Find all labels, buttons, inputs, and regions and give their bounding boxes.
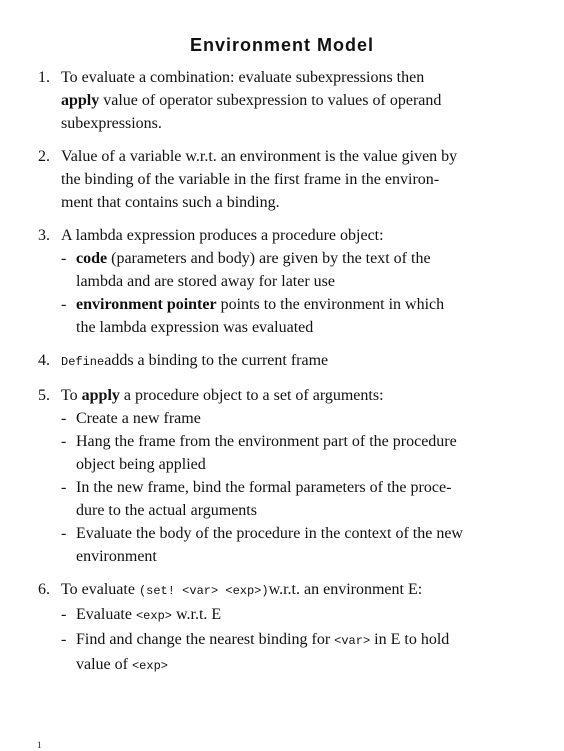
bullet-dash: - <box>61 410 67 427</box>
set-expression-code: (set! <var> <exp>) <box>138 584 269 598</box>
subitem-environment-pointer <box>61 293 538 339</box>
bullet-dash: - <box>61 525 67 542</box>
subitem-text-line: object being applied <box>76 456 206 473</box>
item-text-line: the binding of the variable in the first frame in the environ- <box>61 171 440 188</box>
item-2-text <box>61 145 538 214</box>
subitem-text-line: Evaluate <box>76 606 132 623</box>
code-term: code <box>76 250 108 267</box>
item-text-line: ment that contains such a binding. <box>61 194 280 211</box>
list-item-4 <box>38 349 538 374</box>
page-number: 1 <box>37 740 42 750</box>
subitem-hang-frame <box>61 430 538 476</box>
item-5-main <box>61 384 538 407</box>
subitem-change-binding <box>61 628 538 678</box>
item-number: 1. <box>38 69 50 86</box>
subitem-text-line: environment <box>76 548 157 565</box>
define-code: Define <box>61 355 105 369</box>
bullet-dash: - <box>61 296 67 313</box>
item-text-line: Value of a variable w.r.t. an environment is the value given by <box>61 148 458 165</box>
subitem-text-line: points to the environment in which <box>220 296 445 313</box>
subitem-text-line: dure to the actual arguments <box>76 502 257 519</box>
item-text-line: To <box>61 387 78 404</box>
list-item-1 <box>38 66 538 135</box>
subitem-text-line: (parameters and body) are given by the text of the <box>111 250 431 267</box>
numbered-list <box>38 66 538 688</box>
list-item-2 <box>38 145 538 214</box>
subitem-text-line: Hang the frame from the environment part of the procedure <box>76 433 457 450</box>
subitem-text-line: Evaluate the body of the procedure in the context of the new <box>76 525 463 542</box>
item-3-main: A lambda expression produces a procedure object: <box>61 227 384 244</box>
var-code: <var> <box>334 634 371 648</box>
item-text-line: subexpressions. <box>61 115 162 132</box>
subitem-text-line: value of <box>76 656 128 673</box>
item-number: 3. <box>38 227 50 244</box>
list-item-5 <box>38 384 538 568</box>
list-item-3 <box>38 224 538 339</box>
subitem-evaluate-body <box>61 522 538 568</box>
item-number: 6. <box>38 581 50 598</box>
subitem-text-line: lambda and are stored away for later use <box>76 273 335 290</box>
subitem-text-line: in E to hold <box>374 631 450 648</box>
subitem-text-line: Find and change the nearest binding for <box>76 631 331 648</box>
item-text-line: To evaluate <box>61 581 135 598</box>
list-item-6 <box>38 578 538 678</box>
item-text-line: To evaluate a combination: evaluate subexpressions then <box>61 69 425 86</box>
bullet-dash: - <box>61 479 67 496</box>
subitem-text-line: the lambda expression was evaluated <box>76 319 314 336</box>
subitem-text-line: In the new frame, bind the formal parameters of the proce- <box>76 479 452 496</box>
exp-code: <exp> <box>131 659 168 673</box>
subitem-text-line: Create a new frame <box>76 410 201 427</box>
page-title: Environment Model <box>189 35 374 55</box>
item-text-line: w.r.t. an environment E: <box>268 581 423 598</box>
exp-code: <exp> <box>135 609 172 623</box>
item-text-line: a procedure object to a set of arguments: <box>123 387 384 404</box>
subitem-text-line: w.r.t. E <box>175 606 222 623</box>
bullet-dash: - <box>61 631 67 648</box>
bullet-dash: - <box>61 433 67 450</box>
item-number: 5. <box>38 387 50 404</box>
item-number: 2. <box>38 148 50 165</box>
item-number: 4. <box>38 352 50 369</box>
environment-pointer-term: environment pointer <box>76 296 217 313</box>
apply-term: apply <box>61 92 100 109</box>
subitem-code <box>61 247 538 293</box>
subitem-bind-parameters <box>61 476 538 522</box>
bullet-dash: - <box>61 606 67 623</box>
bullet-dash: - <box>61 250 67 267</box>
item-4-text: adds a binding to the current frame <box>104 352 329 369</box>
item-text-line: value of operator subexpression to values of operand <box>103 92 442 109</box>
item-6-main <box>61 578 538 603</box>
apply-term: apply <box>81 387 120 404</box>
item-1-text <box>61 66 538 135</box>
subitem-evaluate-exp <box>61 603 538 628</box>
subitem-create-frame <box>61 407 538 430</box>
